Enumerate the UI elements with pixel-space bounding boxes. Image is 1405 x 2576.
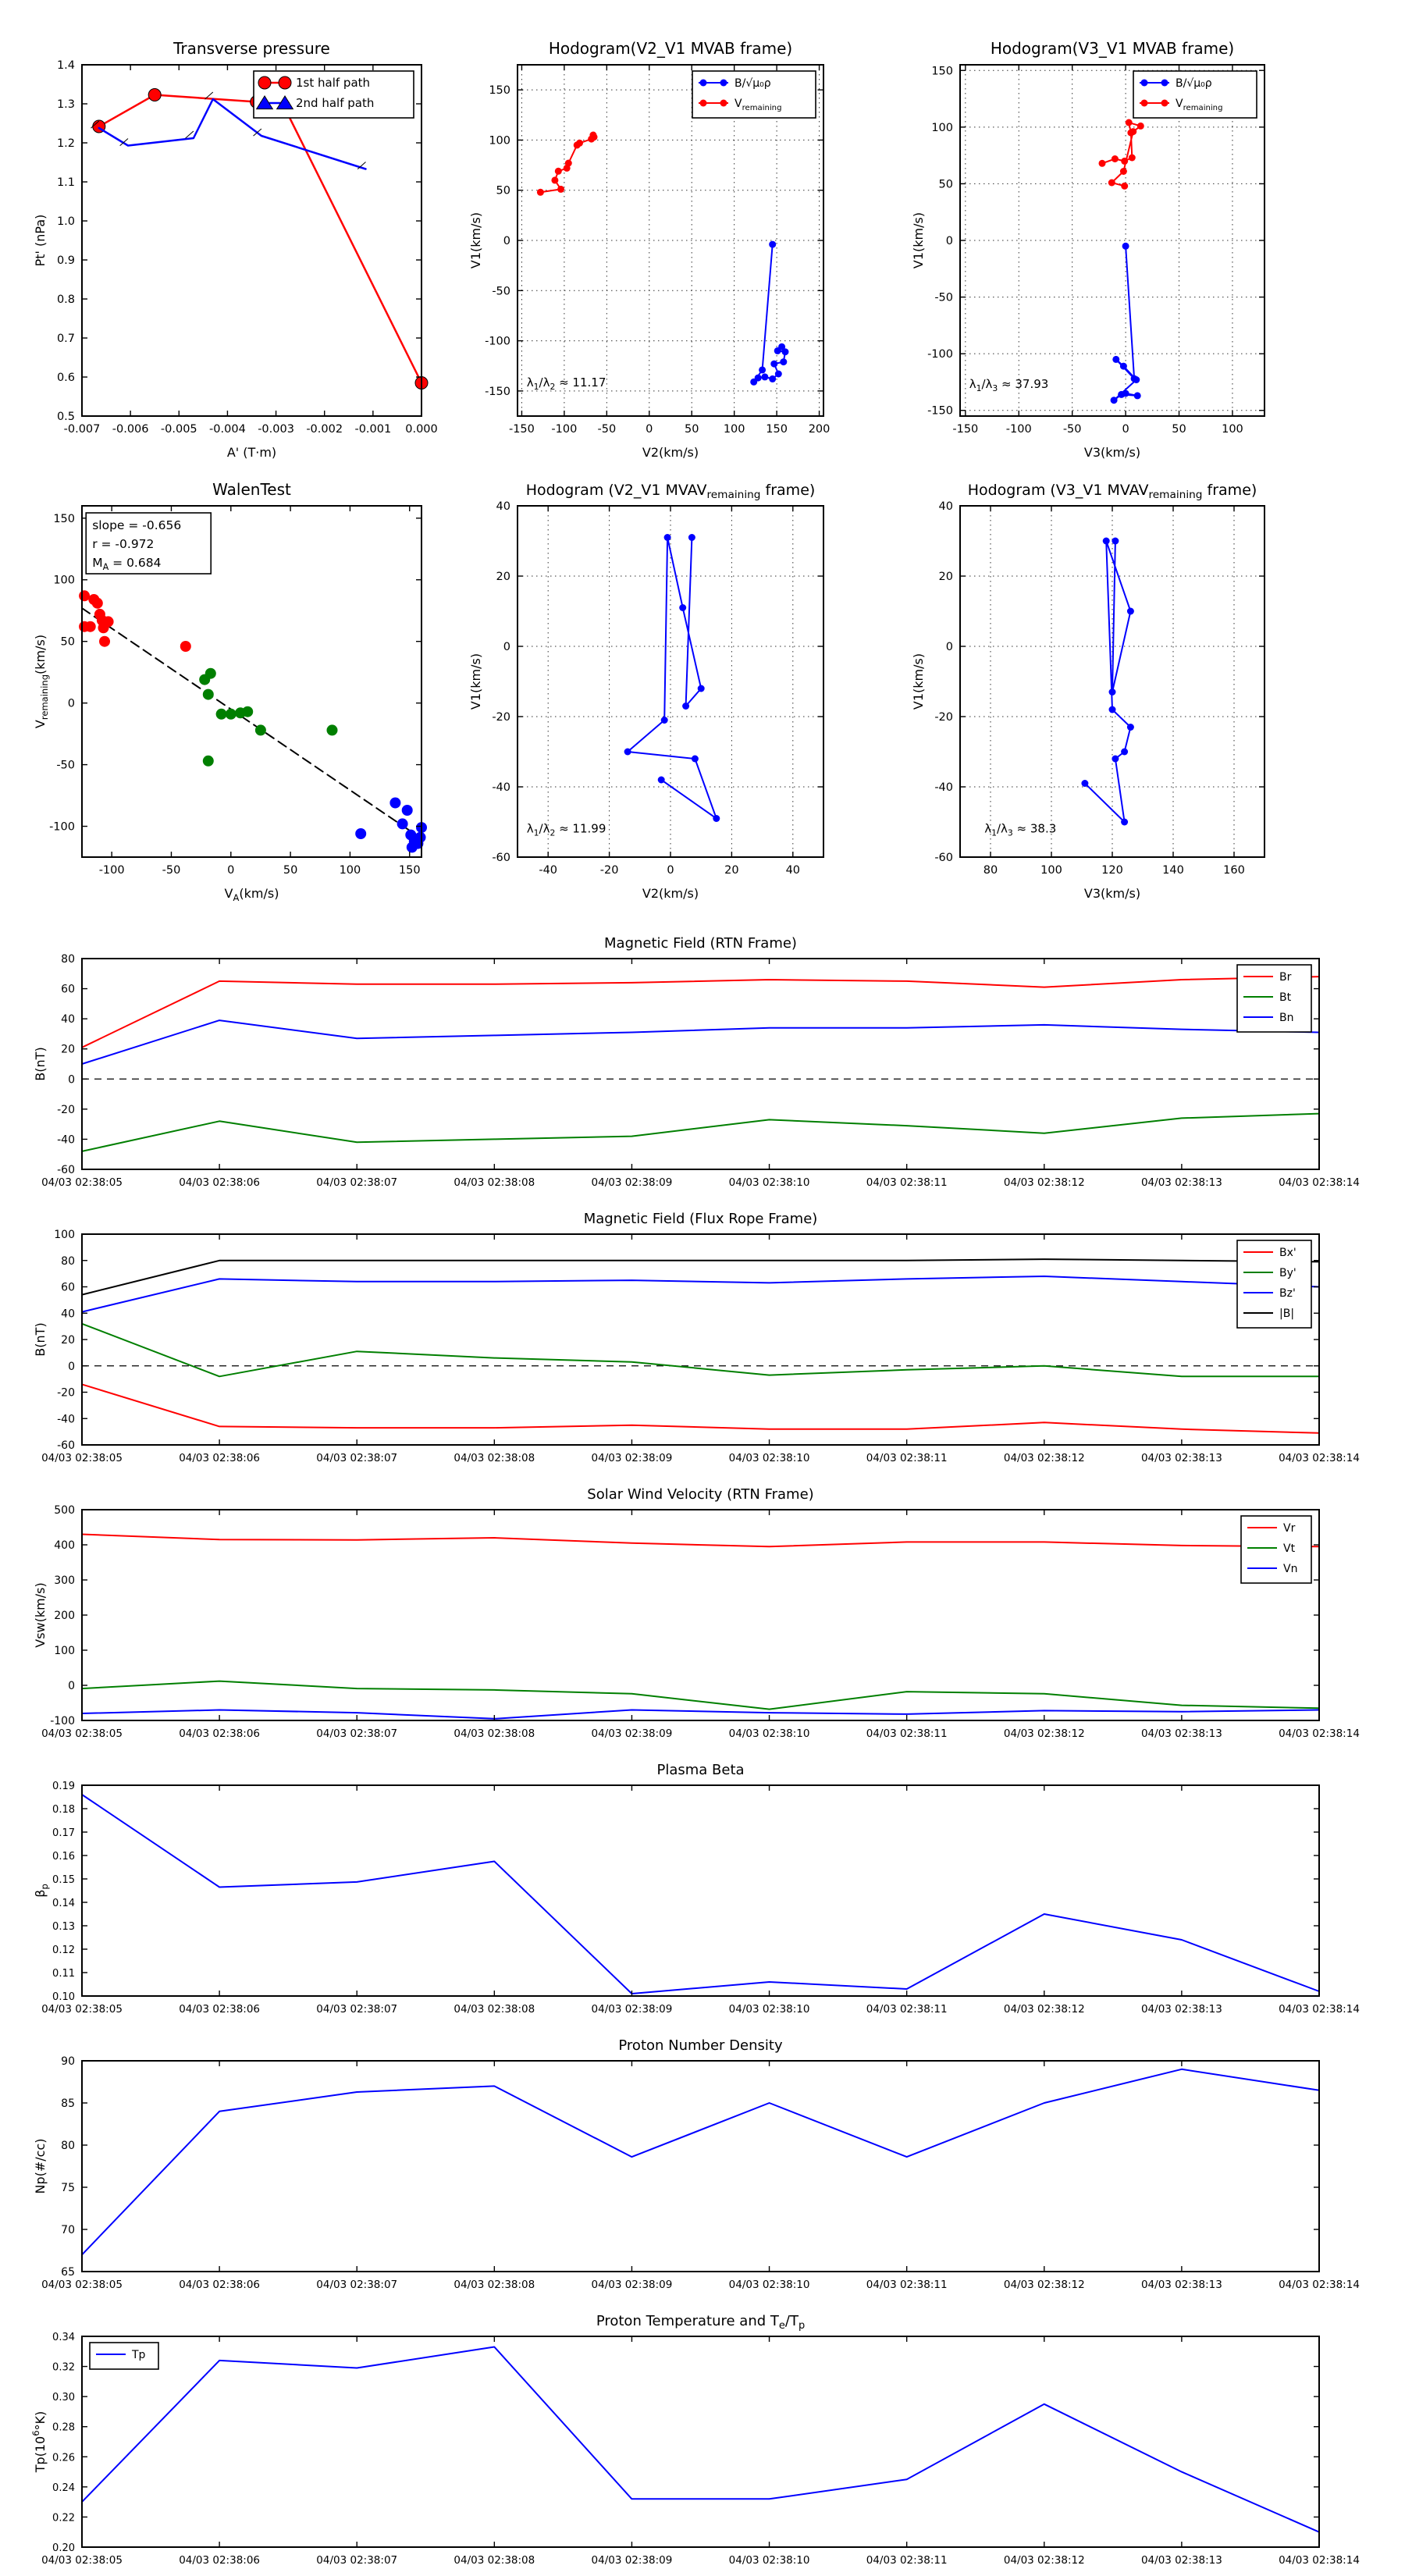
svg-text:04/03 02:38:06: 04/03 02:38:06 bbox=[179, 2003, 261, 2013]
svg-text:B(nT): B(nT) bbox=[33, 1322, 48, 1357]
svg-text:04/03 02:38:09: 04/03 02:38:09 bbox=[591, 2554, 673, 2564]
svg-text:Tp: Tp bbox=[132, 2349, 146, 2361]
svg-text:100: 100 bbox=[1040, 864, 1062, 877]
chart-walen-test bbox=[31, 467, 453, 954]
svg-text:150: 150 bbox=[489, 84, 510, 98]
svg-text:04/03 02:38:10: 04/03 02:38:10 bbox=[728, 2279, 810, 2289]
svg-text:04/03 02:38:10: 04/03 02:38:10 bbox=[728, 1452, 810, 1462]
svg-text:Bz': Bz' bbox=[1279, 1287, 1296, 1300]
svg-text:85: 85 bbox=[61, 2097, 75, 2110]
svg-text:Hodogram(V3_V1 MVAB frame): Hodogram(V3_V1 MVAB frame) bbox=[990, 39, 1235, 58]
chart-hodogram-v2v1-mvav bbox=[468, 467, 859, 954]
svg-text:04/03 02:38:09: 04/03 02:38:09 bbox=[591, 1727, 673, 1738]
svg-text:04/03 02:38:05: 04/03 02:38:05 bbox=[41, 1452, 123, 1462]
svg-text:04/03 02:38:13: 04/03 02:38:13 bbox=[1140, 1727, 1222, 1738]
svg-text:04/03 02:38:13: 04/03 02:38:13 bbox=[1140, 1176, 1222, 1187]
svg-text:Hodogram(V2_V1 MVAB frame): Hodogram(V2_V1 MVAB frame) bbox=[548, 39, 793, 58]
svg-text:04/03 02:38:12: 04/03 02:38:12 bbox=[1003, 1727, 1085, 1738]
svg-text:-20: -20 bbox=[57, 1103, 75, 1116]
svg-text:04/03 02:38:06: 04/03 02:38:06 bbox=[179, 1176, 261, 1187]
svg-text:-150: -150 bbox=[485, 385, 510, 398]
svg-text:-40: -40 bbox=[539, 864, 558, 877]
svg-text:V1(km/s): V1(km/s) bbox=[911, 653, 926, 710]
svg-text:-50: -50 bbox=[162, 864, 181, 877]
svg-text:04/03 02:38:05: 04/03 02:38:05 bbox=[41, 2279, 123, 2289]
svg-text:04/03 02:38:05: 04/03 02:38:05 bbox=[41, 2554, 123, 2564]
chart-svg bbox=[468, 467, 859, 951]
svg-text:-40: -40 bbox=[492, 781, 510, 794]
svg-text:0.000: 0.000 bbox=[405, 423, 438, 436]
svg-text:-50: -50 bbox=[1062, 423, 1082, 436]
svg-text:-60: -60 bbox=[57, 1439, 75, 1452]
svg-text:Solar Wind Velocity (RTN Frame: Solar Wind Velocity (RTN Frame) bbox=[587, 1486, 814, 1503]
chart-svg bbox=[31, 14, 453, 463]
svg-text:200: 200 bbox=[808, 423, 831, 436]
svg-text:Magnetic Field (RTN Frame): Magnetic Field (RTN Frame) bbox=[604, 935, 797, 952]
svg-text:20: 20 bbox=[724, 864, 739, 877]
svg-text:V1(km/s): V1(km/s) bbox=[468, 653, 483, 710]
svg-text:1st half path: 1st half path bbox=[296, 76, 371, 90]
svg-text:0: 0 bbox=[646, 423, 653, 436]
svg-text:04/03 02:38:13: 04/03 02:38:13 bbox=[1140, 2554, 1222, 2564]
svg-text:1.2: 1.2 bbox=[56, 137, 75, 150]
svg-text:100: 100 bbox=[489, 134, 510, 148]
svg-text:04/03 02:38:08: 04/03 02:38:08 bbox=[454, 1176, 535, 1187]
svg-text:100: 100 bbox=[1222, 423, 1243, 436]
svg-text:100: 100 bbox=[339, 864, 361, 877]
svg-text:100: 100 bbox=[53, 574, 75, 587]
svg-text:0.28: 0.28 bbox=[52, 2421, 75, 2434]
svg-text:0.20: 0.20 bbox=[52, 2542, 75, 2554]
svg-text:V2(km/s): V2(km/s) bbox=[642, 445, 699, 460]
svg-text:0.30: 0.30 bbox=[52, 2392, 75, 2404]
svg-text:04/03 02:38:10: 04/03 02:38:10 bbox=[728, 1176, 810, 1187]
chart-svg bbox=[909, 467, 1300, 951]
chart-svg bbox=[31, 1472, 1374, 1738]
svg-text:04/03 02:38:07: 04/03 02:38:07 bbox=[316, 2279, 398, 2289]
svg-text:04/03 02:38:08: 04/03 02:38:08 bbox=[454, 2554, 535, 2564]
svg-text:-0.005: -0.005 bbox=[160, 423, 197, 436]
svg-text:Vremaining​: $V_{remaining}$ bbox=[1176, 98, 1223, 112]
svg-text:50: 50 bbox=[496, 184, 510, 197]
svg-text:2nd half path: 2nd half path bbox=[296, 96, 375, 110]
svg-text:0.17: 0.17 bbox=[52, 1827, 75, 1839]
svg-text:04/03 02:38:07: 04/03 02:38:07 bbox=[316, 2554, 398, 2564]
svg-text:150: 150 bbox=[931, 65, 953, 78]
svg-text:-100: -100 bbox=[1005, 423, 1032, 436]
chart-magnetic-field-flux-rope bbox=[31, 1197, 1374, 1465]
svg-text:λ1​/λ3​ ≈ 38.3: $\lambda_1/\lambda_3 \approx 38.3$ bbox=[984, 821, 1057, 838]
svg-text:04/03 02:38:08: 04/03 02:38:08 bbox=[454, 1727, 535, 1738]
svg-text:λ1​/λ2​ ≈ 11.99: $\lambda_1/\lambda_2 \approx 11.99$ bbox=[526, 821, 606, 838]
svg-text:r = -0.972: r = -0.972 bbox=[92, 537, 155, 551]
svg-text:B(nT): B(nT) bbox=[33, 1047, 48, 1081]
svg-text:0: 0 bbox=[945, 641, 953, 653]
svg-text:V3(km/s): V3(km/s) bbox=[1083, 886, 1141, 901]
svg-text:Np(#/cc): Np(#/cc) bbox=[33, 2138, 48, 2194]
svg-text:Hodogram (V3_V1 MVAVremaining​: Hodogram (V3_V1 $MVAV_{remaining}$ frame) bbox=[967, 482, 1257, 501]
chart-svg bbox=[468, 14, 859, 463]
svg-text:-100: -100 bbox=[50, 1715, 75, 1727]
svg-text:-40: -40 bbox=[57, 1133, 75, 1147]
svg-text:04/03 02:38:14: 04/03 02:38:14 bbox=[1279, 1176, 1360, 1187]
svg-text:Proton Number Density: Proton Number Density bbox=[618, 2037, 783, 2054]
svg-text:1.1: 1.1 bbox=[56, 176, 75, 189]
svg-text:04/03 02:38:10: 04/03 02:38:10 bbox=[728, 1727, 810, 1738]
svg-text:Vremaining​: $V_{remaining}$ bbox=[735, 98, 782, 112]
svg-text:slope = -0.656: slope = -0.656 bbox=[92, 518, 182, 532]
svg-text:20: 20 bbox=[61, 1334, 75, 1347]
svg-text:0.6: 0.6 bbox=[56, 372, 75, 384]
svg-text:1.3: 1.3 bbox=[56, 98, 75, 111]
chart-hodogram-v2v1-mvab bbox=[468, 14, 859, 466]
svg-text:160: 160 bbox=[1223, 864, 1245, 877]
svg-text:04/03 02:38:09: 04/03 02:38:09 bbox=[591, 1176, 673, 1187]
svg-text:Vt: Vt bbox=[1283, 1542, 1296, 1555]
svg-text:-20: -20 bbox=[599, 864, 619, 877]
svg-text:V3(km/s): V3(km/s) bbox=[1083, 445, 1141, 460]
svg-text:04/03 02:38:14: 04/03 02:38:14 bbox=[1279, 2003, 1360, 2013]
svg-text:|B|: |B| bbox=[1279, 1308, 1295, 1320]
svg-text:Vremaining​(km/s): $V_{remaining}(km/s)$ bbox=[33, 634, 50, 729]
svg-text:40: 40 bbox=[938, 500, 953, 513]
svg-text:0.34: 0.34 bbox=[52, 2332, 75, 2343]
svg-text:80: 80 bbox=[61, 953, 75, 966]
svg-text:λ1​/λ2​ ≈ 11.17: $\lambda_1/\lambda_2 \approx 11.17$ bbox=[526, 375, 606, 392]
svg-text:Hodogram (V2_V1 MVAVremaining​: Hodogram (V2_V1 $MVAV_{remaining}$ frame) bbox=[525, 482, 816, 501]
svg-text:0.5: 0.5 bbox=[56, 411, 75, 423]
svg-text:04/03 02:38:07: 04/03 02:38:07 bbox=[316, 1176, 398, 1187]
svg-text:04/03 02:38:12: 04/03 02:38:12 bbox=[1003, 2279, 1085, 2289]
svg-text:04/03 02:38:11: 04/03 02:38:11 bbox=[866, 2554, 948, 2564]
svg-text:0: 0 bbox=[503, 641, 510, 653]
svg-text:0.11: 0.11 bbox=[52, 1968, 75, 1980]
svg-text:-0.003: -0.003 bbox=[258, 423, 294, 436]
svg-text:-100: -100 bbox=[551, 423, 578, 436]
svg-text:0.24: 0.24 bbox=[52, 2482, 75, 2494]
svg-text:-100: -100 bbox=[98, 864, 125, 877]
svg-text:1.0: 1.0 bbox=[56, 215, 75, 228]
svg-text:Br: Br bbox=[1279, 971, 1292, 984]
svg-text:20: 20 bbox=[938, 571, 953, 583]
svg-text:Plasma Beta: Plasma Beta bbox=[656, 1762, 745, 1778]
svg-text:04/03 02:38:07: 04/03 02:38:07 bbox=[316, 2003, 398, 2013]
svg-text:100: 100 bbox=[931, 121, 953, 134]
svg-text:Tp(106​°K): $Tp(10^6^\circ K)$ bbox=[31, 2411, 48, 2473]
svg-text:50: 50 bbox=[283, 864, 298, 877]
svg-text:140: 140 bbox=[1162, 864, 1184, 877]
svg-text:04/03 02:38:08: 04/03 02:38:08 bbox=[454, 1452, 535, 1462]
svg-text:04/03 02:38:11: 04/03 02:38:11 bbox=[866, 1452, 948, 1462]
svg-text:WalenTest: WalenTest bbox=[212, 480, 291, 499]
svg-text:500: 500 bbox=[54, 1504, 75, 1517]
svg-text:B/√μ₀ρ: B/√μ₀ρ bbox=[1176, 77, 1212, 90]
svg-text:-0.001: -0.001 bbox=[354, 423, 392, 436]
svg-text:60: 60 bbox=[61, 983, 75, 996]
chart-svg bbox=[31, 921, 1374, 1187]
svg-text:04/03 02:38:05: 04/03 02:38:05 bbox=[41, 1176, 123, 1187]
chart-svg bbox=[31, 2299, 1374, 2564]
chart-svg bbox=[31, 2023, 1374, 2289]
svg-text:0: 0 bbox=[1122, 423, 1129, 436]
svg-text:-50: -50 bbox=[597, 423, 617, 436]
svg-text:20: 20 bbox=[496, 571, 510, 583]
svg-text:120: 120 bbox=[1101, 864, 1123, 877]
svg-text:Vr: Vr bbox=[1283, 1522, 1296, 1535]
svg-text:04/03 02:38:13: 04/03 02:38:13 bbox=[1140, 1452, 1222, 1462]
svg-text:-40: -40 bbox=[57, 1413, 75, 1426]
svg-text:04/03 02:38:12: 04/03 02:38:12 bbox=[1003, 1452, 1085, 1462]
svg-text:300: 300 bbox=[54, 1574, 75, 1587]
svg-text:150: 150 bbox=[398, 864, 421, 877]
svg-text:04/03 02:38:05: 04/03 02:38:05 bbox=[41, 2003, 123, 2013]
svg-text:40: 40 bbox=[61, 1308, 75, 1321]
svg-text:0: 0 bbox=[68, 1073, 75, 1087]
svg-text:-150: -150 bbox=[508, 423, 535, 436]
svg-text:λ1​/λ3​ ≈ 37.93: $\lambda_1/\lambda_3 \approx 37.93$ bbox=[969, 377, 1049, 393]
chart-hodogram-v3v1-mvav bbox=[909, 467, 1300, 954]
svg-text:150: 150 bbox=[766, 423, 788, 436]
svg-text:-0.002: -0.002 bbox=[306, 423, 343, 436]
svg-text:0: 0 bbox=[68, 1360, 75, 1373]
svg-text:04/03 02:38:13: 04/03 02:38:13 bbox=[1140, 2279, 1222, 2289]
svg-text:V1(km/s): V1(km/s) bbox=[468, 212, 483, 269]
svg-text:50: 50 bbox=[684, 423, 699, 436]
svg-text:0.18: 0.18 bbox=[52, 1804, 75, 1816]
svg-text:04/03 02:38:06: 04/03 02:38:06 bbox=[179, 2554, 261, 2564]
svg-text:50: 50 bbox=[1172, 423, 1186, 436]
svg-text:-150: -150 bbox=[952, 423, 979, 436]
svg-text:Bn: Bn bbox=[1279, 1012, 1294, 1024]
svg-text:-100: -100 bbox=[485, 335, 510, 348]
svg-text:04/03 02:38:14: 04/03 02:38:14 bbox=[1279, 2554, 1360, 2564]
svg-text:Bt: Bt bbox=[1279, 991, 1292, 1004]
svg-text:Vsw(km/s): Vsw(km/s) bbox=[33, 1582, 48, 1648]
svg-text:04/03 02:38:06: 04/03 02:38:06 bbox=[179, 1727, 261, 1738]
chart-proton-temperature bbox=[31, 2299, 1374, 2567]
svg-text:0.19: 0.19 bbox=[52, 1781, 75, 1792]
svg-text:50: 50 bbox=[60, 635, 75, 649]
svg-text:-100: -100 bbox=[49, 820, 75, 834]
svg-text:-60: -60 bbox=[492, 852, 510, 864]
chart-svg bbox=[31, 467, 453, 951]
svg-text:100: 100 bbox=[54, 1645, 75, 1657]
svg-text:-0.004: -0.004 bbox=[209, 423, 246, 436]
svg-text:04/03 02:38:10: 04/03 02:38:10 bbox=[728, 2003, 810, 2013]
svg-text:04/03 02:38:12: 04/03 02:38:12 bbox=[1003, 2003, 1085, 2013]
chart-svg bbox=[31, 1197, 1374, 1462]
svg-text:-20: -20 bbox=[934, 711, 953, 724]
chart-svg bbox=[31, 1748, 1374, 2013]
svg-text:Bx': Bx' bbox=[1279, 1247, 1297, 1259]
svg-text:Pt' (nPa): Pt' (nPa) bbox=[33, 214, 48, 267]
svg-text:0: 0 bbox=[227, 864, 235, 877]
chart-transverse-pressure bbox=[31, 14, 453, 466]
svg-text:400: 400 bbox=[54, 1539, 75, 1552]
svg-text:40: 40 bbox=[61, 1013, 75, 1026]
svg-text:04/03 02:38:14: 04/03 02:38:14 bbox=[1279, 1727, 1360, 1738]
svg-text:1.4: 1.4 bbox=[56, 59, 75, 72]
svg-text:100: 100 bbox=[723, 423, 745, 436]
svg-text:04/03 02:38:08: 04/03 02:38:08 bbox=[454, 2279, 535, 2289]
svg-text:04/03 02:38:11: 04/03 02:38:11 bbox=[866, 1727, 948, 1738]
svg-text:0.26: 0.26 bbox=[52, 2452, 75, 2464]
chart-plasma-beta bbox=[31, 1748, 1374, 2016]
chart-hodogram-v3v1-mvab bbox=[909, 14, 1300, 466]
svg-text:0.12: 0.12 bbox=[52, 1944, 75, 1956]
svg-text:0.7: 0.7 bbox=[56, 333, 75, 345]
svg-text:90: 90 bbox=[61, 2055, 75, 2068]
svg-text:A' (T·m): A' (T·m) bbox=[226, 445, 277, 460]
svg-text:-40: -40 bbox=[934, 781, 953, 794]
svg-text:04/03 02:38:12: 04/03 02:38:12 bbox=[1003, 1176, 1085, 1187]
chart-magnetic-field-rtn bbox=[31, 921, 1374, 1190]
svg-text:04/03 02:38:11: 04/03 02:38:11 bbox=[866, 2003, 948, 2013]
svg-text:04/03 02:38:10: 04/03 02:38:10 bbox=[728, 2554, 810, 2564]
svg-text:-150: -150 bbox=[927, 404, 953, 418]
svg-text:200: 200 bbox=[54, 1610, 75, 1622]
svg-text:0: 0 bbox=[68, 1680, 75, 1692]
svg-text:04/03 02:38:12: 04/03 02:38:12 bbox=[1003, 2554, 1085, 2564]
svg-text:MA​ = 0.684: $M_A = 0.684$ bbox=[92, 556, 162, 572]
svg-text:0.16: 0.16 bbox=[52, 1851, 75, 1863]
svg-text:04/03 02:38:05: 04/03 02:38:05 bbox=[41, 1727, 123, 1738]
svg-text:0.22: 0.22 bbox=[52, 2512, 75, 2524]
svg-text:VA​(km/s): $V_A(km/s)$ bbox=[224, 886, 279, 903]
svg-text:04/03 02:38:09: 04/03 02:38:09 bbox=[591, 2279, 673, 2289]
svg-text:-60: -60 bbox=[934, 852, 953, 864]
svg-text:V2(km/s): V2(km/s) bbox=[642, 886, 699, 901]
svg-text:70: 70 bbox=[61, 2224, 75, 2236]
svg-text:B/√μ₀ρ: B/√μ₀ρ bbox=[735, 77, 771, 90]
svg-text:0: 0 bbox=[945, 235, 953, 247]
svg-text:0.14: 0.14 bbox=[52, 1898, 75, 1909]
svg-text:0.8: 0.8 bbox=[56, 294, 75, 306]
svg-text:0.32: 0.32 bbox=[52, 2361, 75, 2374]
svg-text:-50: -50 bbox=[56, 759, 75, 772]
svg-text:04/03 02:38:14: 04/03 02:38:14 bbox=[1279, 1452, 1360, 1462]
svg-text:04/03 02:38:07: 04/03 02:38:07 bbox=[316, 1727, 398, 1738]
chart-svg bbox=[909, 14, 1300, 463]
svg-text:0.10: 0.10 bbox=[52, 1991, 75, 2003]
chart-proton-number-density bbox=[31, 2023, 1374, 2292]
svg-text:04/03 02:38:11: 04/03 02:38:11 bbox=[866, 2279, 948, 2289]
svg-text:0: 0 bbox=[667, 864, 674, 877]
svg-text:-50: -50 bbox=[492, 285, 510, 298]
svg-text:04/03 02:38:06: 04/03 02:38:06 bbox=[179, 1452, 261, 1462]
svg-text:-60: -60 bbox=[57, 1164, 75, 1176]
svg-text:-100: -100 bbox=[927, 348, 953, 361]
svg-text:-0.007: -0.007 bbox=[63, 423, 101, 436]
svg-text:04/03 02:38:08: 04/03 02:38:08 bbox=[454, 2003, 535, 2013]
svg-text:Transverse pressure: Transverse pressure bbox=[173, 39, 330, 58]
svg-text:04/03 02:38:06: 04/03 02:38:06 bbox=[179, 2279, 261, 2289]
svg-text:04/03 02:38:07: 04/03 02:38:07 bbox=[316, 1452, 398, 1462]
svg-text:75: 75 bbox=[61, 2182, 75, 2194]
svg-text:80: 80 bbox=[61, 1254, 75, 1268]
svg-text:By': By' bbox=[1279, 1267, 1297, 1279]
svg-text:20: 20 bbox=[61, 1043, 75, 1056]
svg-text:Proton Temperature and Te​/Tp​: Proton Temperature and $T_e/T_p$ bbox=[596, 2313, 806, 2332]
svg-text:40: 40 bbox=[496, 500, 510, 513]
svg-text:0.9: 0.9 bbox=[56, 254, 75, 267]
svg-text:0.15: 0.15 bbox=[52, 1874, 75, 1886]
svg-text:Magnetic Field (Flux Rope Fram: Magnetic Field (Flux Rope Frame) bbox=[583, 1211, 818, 1227]
chart-solar-wind-velocity bbox=[31, 1472, 1374, 1741]
svg-text:04/03 02:38:09: 04/03 02:38:09 bbox=[591, 1452, 673, 1462]
svg-text:40: 40 bbox=[785, 864, 801, 877]
svg-text:04/03 02:38:11: 04/03 02:38:11 bbox=[866, 1176, 948, 1187]
svg-text:65: 65 bbox=[61, 2266, 75, 2279]
svg-text:0: 0 bbox=[67, 697, 75, 710]
svg-text:-20: -20 bbox=[492, 711, 510, 724]
svg-text:80: 80 bbox=[983, 864, 998, 877]
svg-text:-20: -20 bbox=[57, 1386, 75, 1400]
svg-text:150: 150 bbox=[53, 512, 75, 525]
svg-text:100: 100 bbox=[54, 1229, 75, 1241]
svg-text:80: 80 bbox=[61, 2140, 75, 2152]
svg-text:0.13: 0.13 bbox=[52, 1921, 75, 1933]
svg-text:-0.006: -0.006 bbox=[112, 423, 149, 436]
svg-text:04/03 02:38:14: 04/03 02:38:14 bbox=[1279, 2279, 1360, 2289]
svg-text:50: 50 bbox=[938, 178, 953, 191]
svg-text:04/03 02:38:09: 04/03 02:38:09 bbox=[591, 2003, 673, 2013]
svg-text:04/03 02:38:13: 04/03 02:38:13 bbox=[1140, 2003, 1222, 2013]
svg-text:-50: -50 bbox=[934, 291, 953, 304]
svg-text:0: 0 bbox=[503, 235, 510, 247]
svg-text:V1(km/s): V1(km/s) bbox=[911, 212, 926, 269]
svg-text:βp​: $\beta_p$ bbox=[33, 1884, 50, 1898]
svg-text:60: 60 bbox=[61, 1281, 75, 1294]
svg-text:Vn: Vn bbox=[1283, 1563, 1298, 1575]
